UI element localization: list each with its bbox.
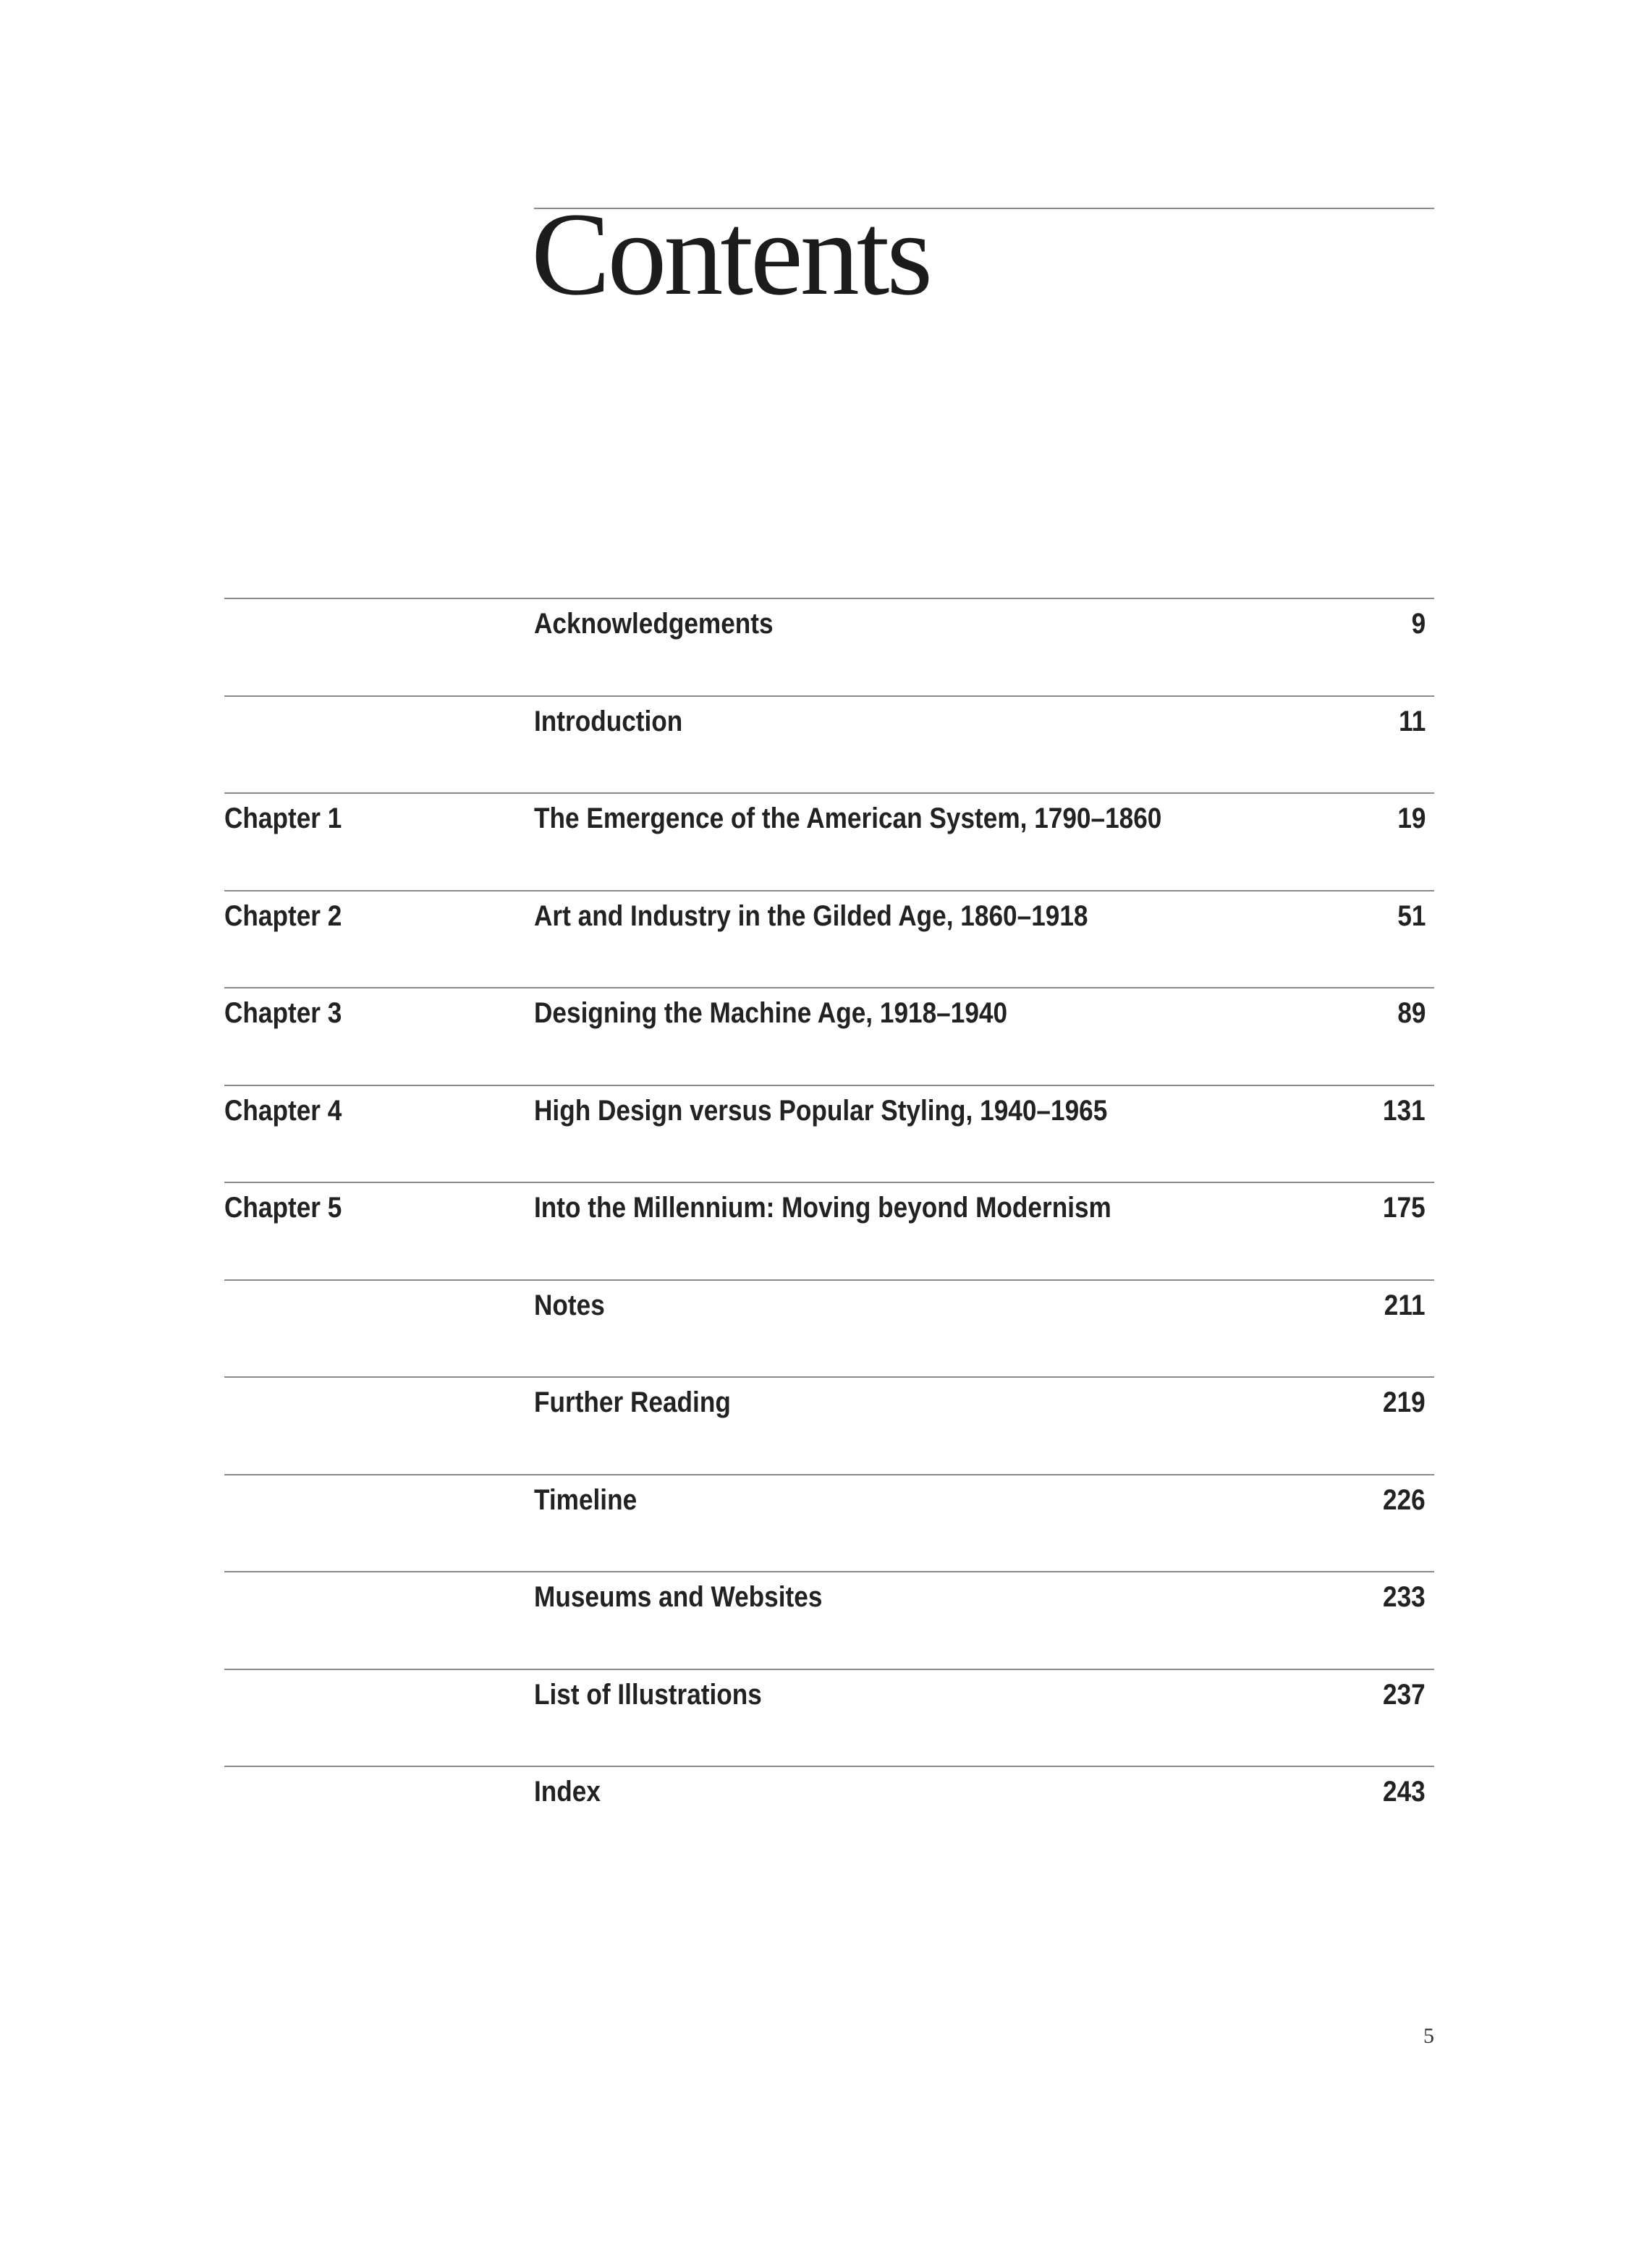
- toc-row-chapter-2[interactable]: [224, 890, 1434, 988]
- toc-entry-title[interactable]: The Emergence of the American System, 1790–1860: [534, 802, 1162, 834]
- toc-chapter-label: Chapter 4: [224, 1094, 342, 1127]
- toc-row-chapter-5[interactable]: [224, 1182, 1434, 1279]
- toc-entry-title[interactable]: Museums and Websites: [534, 1581, 823, 1613]
- toc-page-number: 233: [1383, 1581, 1426, 1613]
- toc-entry-title[interactable]: Acknowledgements: [534, 608, 774, 640]
- toc-row-chapter-3[interactable]: [224, 987, 1434, 1085]
- toc-entry-title[interactable]: Art and Industry in the Gilded Age, 1860–1918: [534, 899, 1088, 932]
- toc-page-number: 9: [1411, 608, 1426, 640]
- toc-page-number: 175: [1383, 1192, 1426, 1224]
- toc-entry-title[interactable]: Further Reading: [534, 1386, 731, 1418]
- toc-page-number: 226: [1383, 1483, 1426, 1516]
- toc-page-number: 131: [1383, 1094, 1426, 1127]
- toc-row-acknowledgements[interactable]: [224, 598, 1434, 695]
- toc-entry-title[interactable]: List of Illustrations: [534, 1678, 762, 1711]
- toc-row-timeline[interactable]: [224, 1474, 1434, 1572]
- toc-page-number: 11: [1398, 705, 1426, 737]
- toc-chapter-label: Chapter 2: [224, 899, 342, 932]
- toc-entry-title[interactable]: Index: [534, 1776, 601, 1808]
- toc-page-number: 243: [1383, 1776, 1426, 1808]
- toc-row-museums-and-websites[interactable]: [224, 1571, 1434, 1669]
- toc-entry-title[interactable]: Into the Millennium: Moving beyond Modernism: [534, 1192, 1111, 1224]
- toc-page-number: 89: [1397, 997, 1426, 1029]
- toc-entry-title[interactable]: Timeline: [534, 1483, 637, 1516]
- toc-entry-title[interactable]: High Design versus Popular Styling, 1940–1965: [534, 1094, 1108, 1127]
- toc-page-number: 211: [1384, 1289, 1426, 1321]
- toc-row-list-of-illustrations[interactable]: [224, 1669, 1434, 1766]
- toc-entry-title[interactable]: Designing the Machine Age, 1918–1940: [534, 997, 1008, 1029]
- table-of-contents: [224, 598, 1434, 1863]
- toc-row-further-reading[interactable]: [224, 1376, 1434, 1474]
- toc-chapter-label: Chapter 5: [224, 1192, 342, 1224]
- toc-page-number: 19: [1397, 802, 1426, 834]
- page-folio-number: 5: [1423, 2024, 1434, 2048]
- toc-row-introduction[interactable]: [224, 695, 1434, 793]
- toc-row-chapter-1[interactable]: [224, 792, 1434, 890]
- toc-page-number: 219: [1383, 1386, 1426, 1418]
- toc-row-notes[interactable]: [224, 1279, 1434, 1377]
- toc-row-index[interactable]: [224, 1766, 1434, 1863]
- toc-row-chapter-4[interactable]: [224, 1085, 1434, 1182]
- toc-chapter-label: Chapter 3: [224, 997, 342, 1029]
- toc-entry-title[interactable]: Introduction: [534, 705, 683, 737]
- toc-page-number: 237: [1383, 1678, 1426, 1711]
- toc-chapter-label: Chapter 1: [224, 802, 342, 834]
- toc-page-number: 51: [1397, 899, 1426, 932]
- toc-entry-title[interactable]: Notes: [534, 1289, 605, 1321]
- page-title: Contents: [531, 189, 931, 320]
